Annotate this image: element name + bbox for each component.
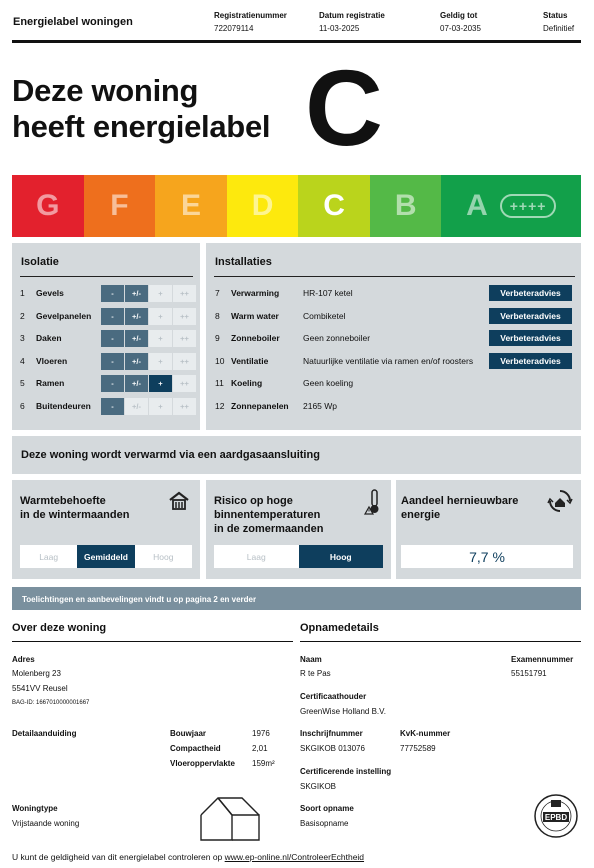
survey-section-title: Opnamedetails: [300, 622, 379, 634]
rating-box: +: [149, 375, 172, 392]
row-value: Combiketel: [303, 310, 346, 321]
thermometer-icon: [364, 488, 384, 516]
row-label: Ramen: [36, 378, 65, 388]
build-year-label: Bouwjaar: [170, 729, 207, 738]
rating-box: -: [101, 285, 124, 302]
row-label: Zonneboiler: [231, 333, 280, 343]
isolation-rating: [101, 353, 197, 370]
cert-holder-label: Certificaathouder: [300, 692, 367, 701]
renewable-share-value: 7,7 %: [401, 545, 573, 568]
rating-box: -: [101, 398, 124, 415]
isolation-rating: [101, 330, 197, 347]
energy-class-g: [12, 175, 84, 237]
overheating-risk-scale: [214, 545, 383, 568]
row-number: 3: [20, 333, 25, 343]
heat-demand-low: Laag: [39, 551, 59, 562]
row-number: 4: [20, 355, 25, 366]
renewable-share-title: Aandeel hernieuwbare energie: [401, 495, 519, 521]
svg-text:EPBD: EPBD: [544, 813, 568, 822]
epbd-logo: [533, 793, 579, 839]
floor-area-label: Vloeroppervlakte: [170, 759, 235, 768]
detail-label: Detailaanduiding: [12, 729, 77, 738]
footer: U kunt de geldigheid van dit energielabel controleren op www.ep-online.nl/ControleerEchtheid: [12, 852, 365, 862]
installation-row: [215, 397, 337, 415]
installations-title: Installaties: [215, 256, 272, 268]
heat-demand-medium: Gemiddeld: [77, 545, 134, 568]
isolation-row: [20, 352, 67, 370]
row-label: Vloeren: [36, 355, 68, 366]
energy-class-letter: D: [251, 189, 274, 222]
rating-box: +/-: [125, 353, 148, 370]
energy-class-f: [84, 175, 156, 237]
cert-institution: SKGIKOB: [300, 782, 337, 791]
energy-class-letter: E: [180, 189, 201, 222]
compactness: 2,01: [252, 744, 268, 753]
heating-text: Deze woning wordt verwarmd via een aardgasaansluiting: [21, 449, 320, 461]
isolation-rating: [101, 285, 197, 302]
row-label: Warm water: [231, 310, 279, 321]
energy-class-c: [298, 175, 370, 237]
rating-box: -: [101, 330, 124, 347]
registration: SKGIKOB 013076: [300, 744, 365, 753]
installation-row: [215, 329, 370, 347]
rating-box: +: [149, 398, 172, 415]
headline: Deze woning heeft energielabel: [12, 73, 271, 144]
rating-box: +/-: [125, 375, 148, 392]
row-label: Buitendeuren: [36, 400, 91, 411]
row-number: 1: [20, 288, 25, 298]
row-number: 2: [20, 310, 25, 321]
energy-class-e: [155, 175, 227, 237]
renewable-icon: [547, 488, 573, 514]
address-label: Adres: [12, 655, 35, 664]
valid-until: Geldig tot 07-03-2035: [440, 11, 481, 33]
registration-label: Inschrijfnummer: [300, 729, 363, 738]
cert-holder: GreenWise Holland B.V.: [300, 707, 386, 716]
rating-box: +/-: [125, 330, 148, 347]
row-label: Koeling: [231, 378, 263, 388]
isolation-title: Isolatie: [21, 256, 59, 268]
energy-class-letter: C: [323, 189, 345, 222]
rating-box: +: [149, 353, 172, 370]
energy-class-letter: F: [110, 189, 129, 222]
installation-row: [215, 284, 353, 302]
isolation-row: [20, 374, 64, 392]
isolation-rating: [101, 308, 197, 325]
address-line1: Molenberg 23: [12, 669, 61, 678]
rating-box: ++: [173, 330, 196, 347]
isolation-row: [20, 284, 64, 302]
row-number: 6: [20, 400, 25, 411]
rating-box: +/-: [125, 308, 148, 325]
improvement-advice-button[interactable]: Verbeteradvies: [489, 353, 572, 369]
rating-box: ++: [173, 308, 196, 325]
rating-box: +: [149, 308, 172, 325]
improvement-advice-button[interactable]: Verbeteradvies: [489, 285, 572, 301]
row-label: Verwarming: [231, 288, 280, 298]
kvk-label: KvK-nummer: [400, 729, 451, 738]
heating-banner: [12, 436, 581, 474]
survey-type: Basisopname: [300, 819, 349, 828]
energy-label-scale: [12, 175, 581, 237]
row-value: HR-107 ketel: [303, 288, 353, 298]
registration-date: Datum registratie 11-03-2025: [319, 11, 385, 33]
cert-institution-label: Certificerende instelling: [300, 767, 392, 776]
row-value: Geen zonneboiler: [303, 333, 371, 343]
document-title: Energielabel woningen: [13, 16, 133, 28]
registration-number: Registratienummer 722079114: [214, 11, 287, 33]
isolation-rating: [101, 398, 197, 415]
row-label: Zonnepanelen: [231, 400, 289, 411]
verification-link[interactable]: www.ep-online.nl/ControleerEchtheid: [224, 852, 365, 862]
energy-class-letter: B: [394, 189, 417, 222]
bag-id: BAG-ID: 1667010000001667: [12, 700, 90, 706]
energy-class-d: [227, 175, 299, 237]
row-number: 5: [20, 378, 25, 388]
kvk: 77752589: [400, 744, 436, 753]
rating-box: +/-: [125, 398, 148, 415]
floor-area: 159m²: [252, 759, 275, 768]
rating-box: ++: [173, 375, 196, 392]
rating-box: -: [101, 353, 124, 370]
assessor-name-label: Naam: [300, 655, 322, 664]
risk-low: Laag: [246, 551, 266, 562]
row-value: Natuurlijke ventilatie via ramen en/of roosters: [303, 355, 474, 366]
house-icon: [168, 490, 190, 512]
row-value: Geen koeling: [303, 378, 354, 388]
status: Status Definitief: [543, 11, 575, 33]
isolation-rating: [101, 375, 197, 392]
exam-number: 55151791: [511, 669, 547, 678]
energy-class-a-plus: ++++: [500, 194, 557, 218]
energy-label-letter: C: [305, 47, 383, 168]
heat-demand-title: Warmtebehoefte in de wintermaanden: [20, 495, 130, 521]
rating-box: ++: [173, 398, 196, 415]
header-divider: [12, 40, 581, 43]
overheating-risk-title: Risico op hoge binnentemperaturen in de zomermaanden: [214, 495, 324, 535]
row-number: 10: [215, 355, 225, 366]
energy-class-a: [441, 175, 581, 237]
energy-class-letter: A: [466, 189, 488, 222]
survey-type-label: Soort opname: [300, 804, 354, 813]
row-number: 11: [215, 378, 224, 388]
improvement-advice-button[interactable]: Verbeteradvies: [489, 308, 572, 324]
energy-class-letter: G: [36, 189, 60, 222]
build-year: 1976: [252, 729, 270, 738]
risk-high: Hoog: [299, 545, 384, 568]
detached-house-icon: [198, 793, 262, 843]
heat-demand-scale: [20, 545, 192, 568]
row-label: Gevelpanelen: [36, 310, 92, 321]
row-number: 7: [215, 288, 220, 298]
isolation-row: [20, 397, 91, 415]
isolation-row: [20, 307, 91, 325]
house-type: Vrijstaande woning: [12, 819, 80, 828]
explanation-note: Toelichtingen en aanbevelingen vindt u op pagina 2 en verder: [12, 587, 581, 610]
installation-row: [215, 352, 473, 370]
row-label: Daken: [36, 333, 62, 343]
address-line2: 5541VV Reusel: [12, 684, 68, 693]
assessor-name: R te Pas: [300, 669, 331, 678]
installation-row: [215, 374, 353, 392]
rating-box: +: [149, 285, 172, 302]
rating-box: ++: [173, 353, 196, 370]
rating-box: -: [101, 375, 124, 392]
row-number: 8: [215, 310, 220, 321]
heat-demand-high: Hoog: [153, 551, 174, 562]
rating-box: +: [149, 330, 172, 347]
row-value: 2165 Wp: [303, 400, 338, 411]
rating-box: ++: [173, 285, 196, 302]
compactness-label: Compactheid: [170, 744, 221, 753]
row-number: 12: [215, 400, 225, 411]
isolation-row: [20, 329, 62, 347]
energy-class-b: [370, 175, 442, 237]
house-type-label: Woningtype: [12, 804, 58, 813]
improvement-advice-button[interactable]: Verbeteradvies: [489, 330, 572, 346]
row-label: Ventilatie: [231, 355, 269, 366]
exam-number-label: Examennummer: [511, 655, 574, 664]
rating-box: -: [101, 308, 124, 325]
rating-box: +/-: [125, 285, 148, 302]
house-section-title: Over deze woning: [12, 622, 107, 634]
installation-row: [215, 307, 346, 325]
row-label: Gevels: [36, 288, 64, 298]
row-number: 9: [215, 333, 220, 343]
